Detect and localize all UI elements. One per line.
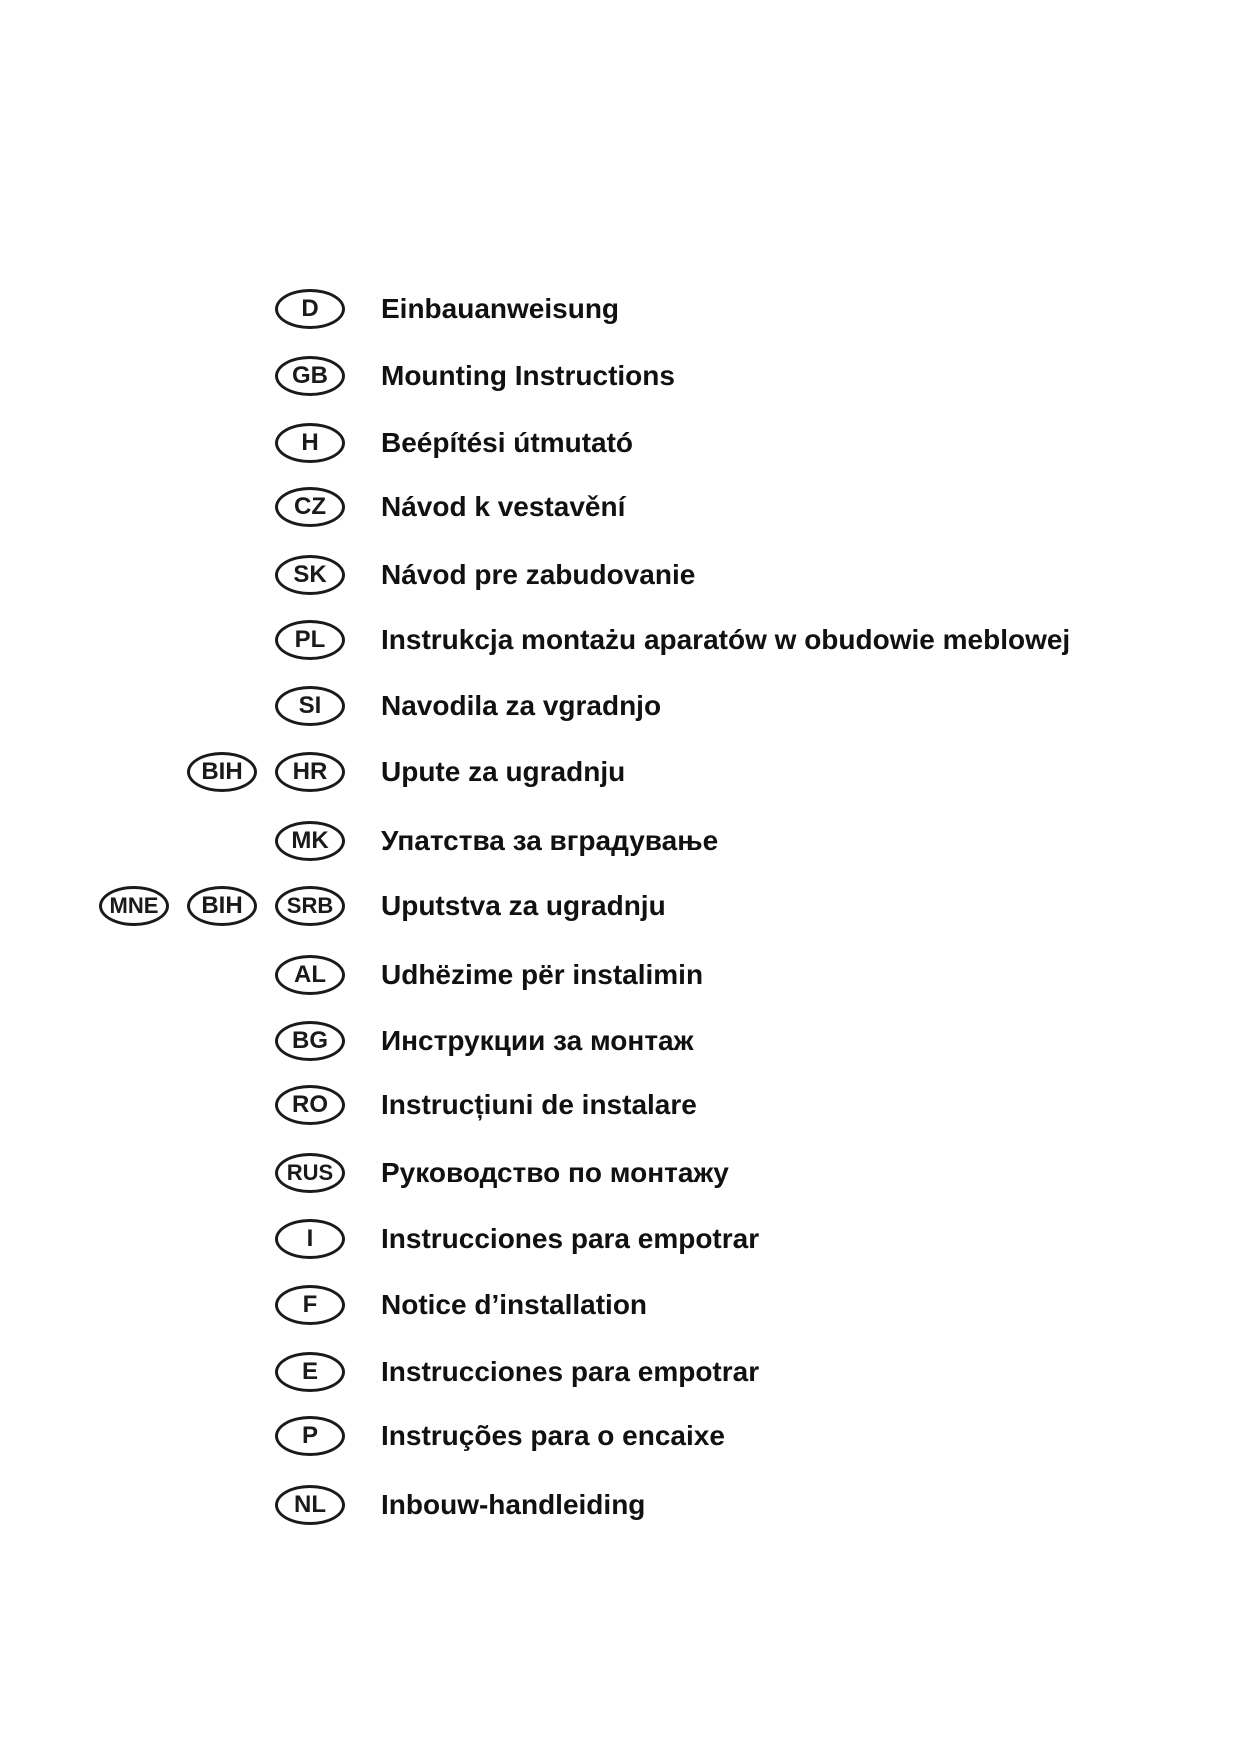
instruction-title: Instrukcja montażu aparatów w obudowie meblowej: [381, 624, 1071, 655]
country-badge: H: [275, 423, 345, 463]
list-item: [0, 551, 1241, 601]
country-badge: CZ: [275, 487, 345, 527]
instruction-title: Notice d’installation: [381, 1289, 648, 1320]
instruction-title: Instrucțiuni de instalare: [381, 1089, 697, 1120]
country-badge: F: [275, 1285, 345, 1325]
list-item: [0, 748, 1241, 798]
instruction-title: Einbauanweisung: [381, 293, 620, 324]
country-badge: E: [275, 1352, 345, 1392]
country-badge: I: [275, 1219, 345, 1259]
country-badge: RUS: [275, 1153, 345, 1193]
list-item: [0, 1412, 1241, 1462]
list-item: [0, 882, 1241, 932]
instruction-title: Instruções para o encaixe: [381, 1420, 725, 1451]
country-badge: GB: [275, 356, 345, 396]
instruction-title: Udhëzime për instalimin: [381, 959, 704, 990]
country-badge: PL: [275, 620, 345, 660]
list-item: [0, 951, 1241, 1001]
list-item: [0, 1481, 1241, 1531]
country-badge: BG: [275, 1021, 345, 1061]
list-item: [0, 1348, 1241, 1398]
country-badge: AL: [275, 955, 345, 995]
instruction-title: Inbouw-handleiding: [381, 1489, 646, 1520]
list-item: [0, 1017, 1241, 1067]
list-item: [0, 616, 1241, 666]
country-badge-extra: BIH: [187, 886, 257, 926]
list-item: [0, 1149, 1241, 1199]
instruction-title: Uputstva za ugradnju: [381, 890, 666, 921]
country-badge-extra: MNE: [99, 886, 169, 926]
instruction-title: Руководство по монтажу: [381, 1157, 729, 1188]
instruction-title: Beépítési útmutató: [381, 427, 634, 458]
country-badge: MK: [275, 821, 345, 861]
list-item: [0, 1215, 1241, 1265]
instruction-title: Instrucciones para empotrar: [381, 1223, 760, 1254]
country-badge: HR: [275, 752, 345, 792]
country-badge: SI: [275, 686, 345, 726]
list-item: [0, 682, 1241, 732]
list-item: [0, 1081, 1241, 1131]
country-badge: D: [275, 289, 345, 329]
country-badge: RO: [275, 1085, 345, 1125]
list-item: [0, 285, 1241, 335]
instruction-title: Инструкции за монтаж: [381, 1025, 694, 1056]
instruction-title: Upute za ugradnju: [381, 756, 626, 787]
list-item: [0, 352, 1241, 402]
list-item: [0, 1281, 1241, 1331]
instruction-title: Návod k vestavění: [381, 491, 626, 522]
instruction-title: Упатства за вградување: [381, 825, 719, 856]
instruction-title: Návod pre zabudovanie: [381, 559, 696, 590]
instruction-title: Navodila za vgradnjo: [381, 690, 662, 721]
country-badge: P: [275, 1416, 345, 1456]
instruction-title: Mounting Instructions: [381, 360, 675, 391]
country-badge-extra: BIH: [187, 752, 257, 792]
country-badge: SRB: [275, 886, 345, 926]
instruction-title: Instrucciones para empotrar: [381, 1356, 760, 1387]
list-item: [0, 419, 1241, 469]
country-badge: NL: [275, 1485, 345, 1525]
country-badge: SK: [275, 555, 345, 595]
list-item: [0, 817, 1241, 867]
list-item: [0, 483, 1241, 533]
